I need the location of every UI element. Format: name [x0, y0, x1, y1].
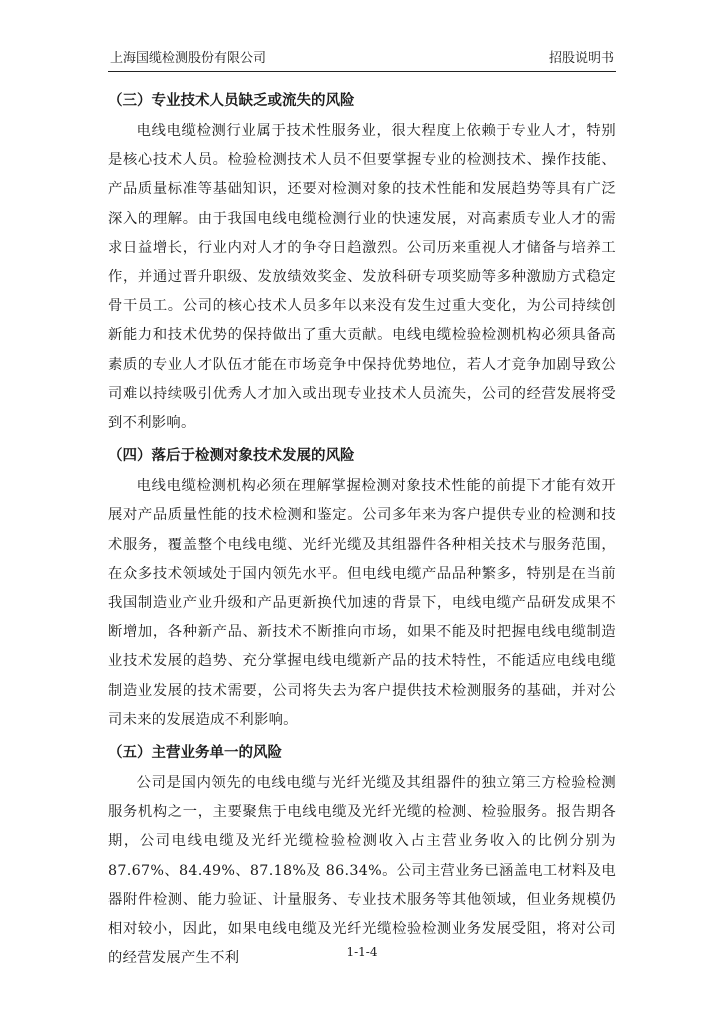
page-number: 1-1-4 [346, 945, 378, 959]
section-single-business-risk [108, 737, 616, 973]
section-title: （五）主营业务单一的风险 [108, 745, 282, 762]
page-header [108, 49, 616, 72]
section-technology-lag-risk [108, 440, 616, 735]
header-company-name: 上海国缆检测股份有限公司 [110, 51, 267, 66]
header-document-type: 招股说明书 [548, 51, 614, 66]
page-content [108, 85, 616, 975]
section-paragraph: 电线电缆检测行业属于技术性服务业，很大程度上依赖于专业人才，特别是核心技术人员。检验检测技术人员不但要掌握专业的检测技术、操作技能、产品质量标准等基础知识，还要对检测对象的技术性能和发展趋势等具有广泛深入的理解。由于我国电线电缆检测行业的快速发展，对高素质专业人才的需求日益增长，行业内对人才的争夺日趋激烈。公司历来重视人才储备与培养工作，并通过晋升职级、发放绩效奖金、发放科研专项奖励等多种激励方式稳定骨干员工。公司的核心技术人员多年以来没有发生过重大变化，为公司持续创新能力和技术优势的保持做出了重大贡献。电线电缆检验检测机构必须具备高素质的专业人才队伍才能在市场竞争中保持优势地位，若人才竞争加剧导致公司难以持续吸引优秀人才加入或出现专业技术人员流失，公司的经营发展将受到不利影响。 [108, 123, 616, 432]
section-title: （三）专业技术人员缺乏或流失的风险 [108, 93, 355, 109]
section-talent-risk [108, 85, 616, 438]
section-title: （四）落后于检测对象技术发展的风险 [108, 448, 355, 465]
section-paragraph: 公司是国内领先的电线电缆与光纤光缆及其组器件的独立第三方检验检测服务机构之一，主要聚焦于电线电缆及光纤光缆的检测、检验服务。报告期各期，公司电线电缆及光纤光缆检验检测收入占主营业务收入的比例分别为 87.67%、84.49%、87.18%及 86.34%。公司主营业务已涵盖电工材料及电器附件检测、能力验证、计量服务、专业技术服务等其他领域，但业务规模仍相对较小，因此，如果电线电缆及光纤光缆检验检测业务发展受阻，将对公司的经营发展产生不利 [108, 775, 616, 967]
section-paragraph: 电线电缆检测机构必须在理解掌握检测对象技术性能的前提下才能有效开展对产品质量性能的技术检测和鉴定。公司多年来为客户提供专业的检测和技术服务，覆盖整个电线电缆、光纤光缆及其组器件各种相关技术与服务范围，在众多技术领域处于国内领先水平。但电线电缆产品品种繁多，特别是在当前我国制造业产业升级和产品更新换代加速的背景下，电线电缆产品研发成果不断增加，各种新产品、新技术不断推向市场，如果不能及时把握电线电缆制造业技术发展的趋势、充分掌握电线电缆新产品的技术特性，不能适应电线电缆制造业发展的技术需要，公司将失去为客户提供技术检测服务的基础，并对公司未来的发展造成不利影响。 [108, 478, 616, 728]
